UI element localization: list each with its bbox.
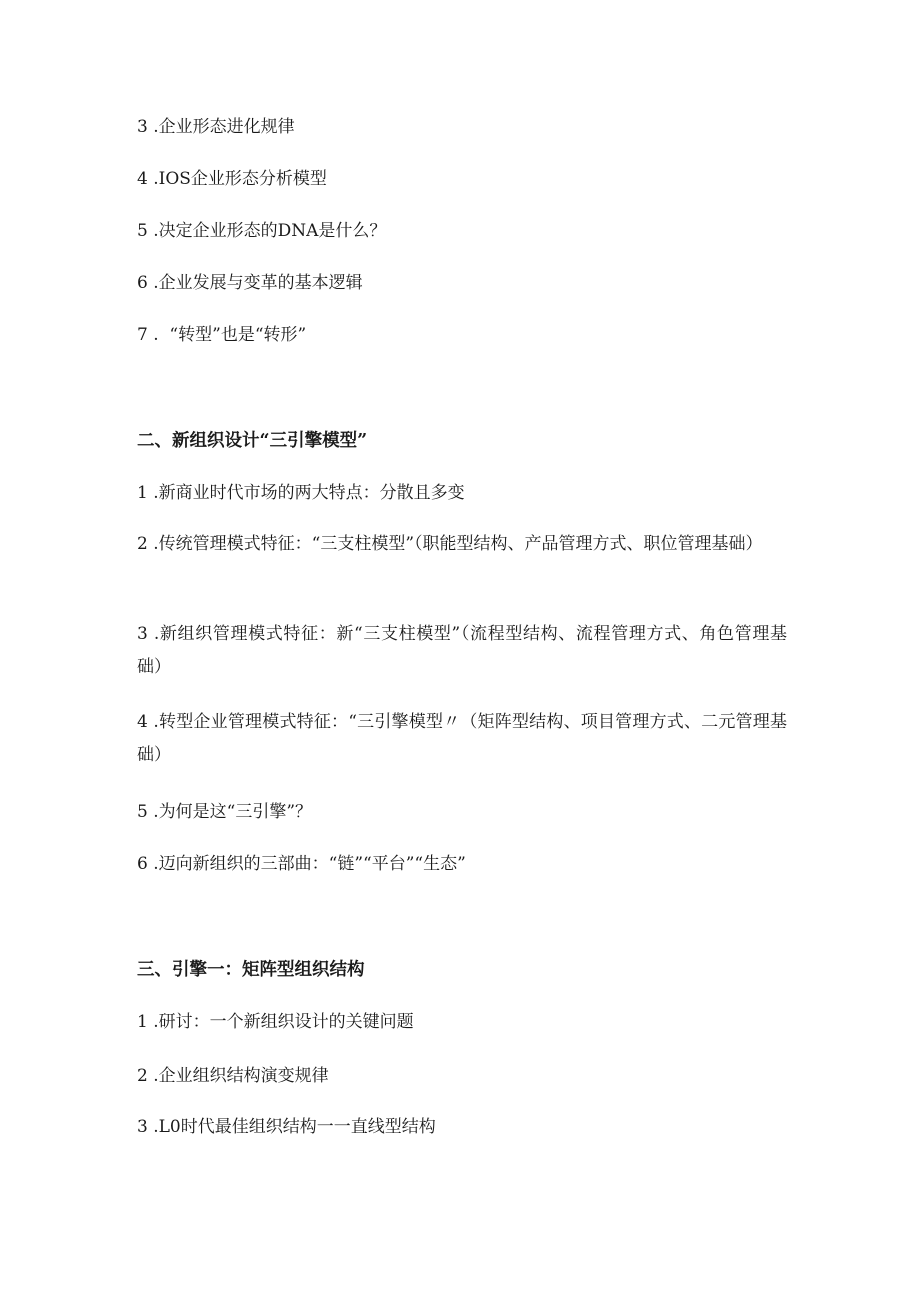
list-item: 6 .迈向新组织的三部曲：“链”“平台”“生态” xyxy=(137,854,466,874)
list-item: 5 .决定企业形态的DNA是什么？ xyxy=(137,221,387,241)
list-item: 5 .为何是这“三引擎”？ xyxy=(137,802,313,822)
section-heading: 二、新组织设计“三引擎模型” xyxy=(137,431,368,451)
list-item: 3 .企业形态进化规律 xyxy=(137,117,295,137)
list-item: 3 .L0时代最佳组织结构一一直线型结构 xyxy=(137,1117,436,1137)
list-item: 2 .传统管理模式特征：“三支柱模型”（职能型结构、产品管理方式、职位管理基础） xyxy=(137,534,763,554)
list-item: 4 .IOS企业形态分析模型 xyxy=(137,169,327,189)
list-item: 3 .新组织管理模式特征：新“三支柱模型”（流程型结构、流程管理方式、角色管理基础） xyxy=(137,624,787,677)
section-heading: 三、引擎一：矩阵型组织结构 xyxy=(137,960,365,980)
list-item: 6 .企业发展与变革的基本逻辑 xyxy=(137,273,363,293)
list-item: 1 .新商业时代市场的两大特点：分散且多变 xyxy=(137,483,465,503)
list-item: 4 .转型企业管理模式特征：“三引擎模型〃（矩阵型结构、项目管理方式、二元管理基础） xyxy=(137,712,787,765)
list-item: 7 . “转型”也是“转形” xyxy=(137,325,307,345)
list-item: 1 .研讨：一个新组织设计的关键问题 xyxy=(137,1012,414,1032)
list-item: 2 .企业组织结构演变规律 xyxy=(137,1066,329,1086)
